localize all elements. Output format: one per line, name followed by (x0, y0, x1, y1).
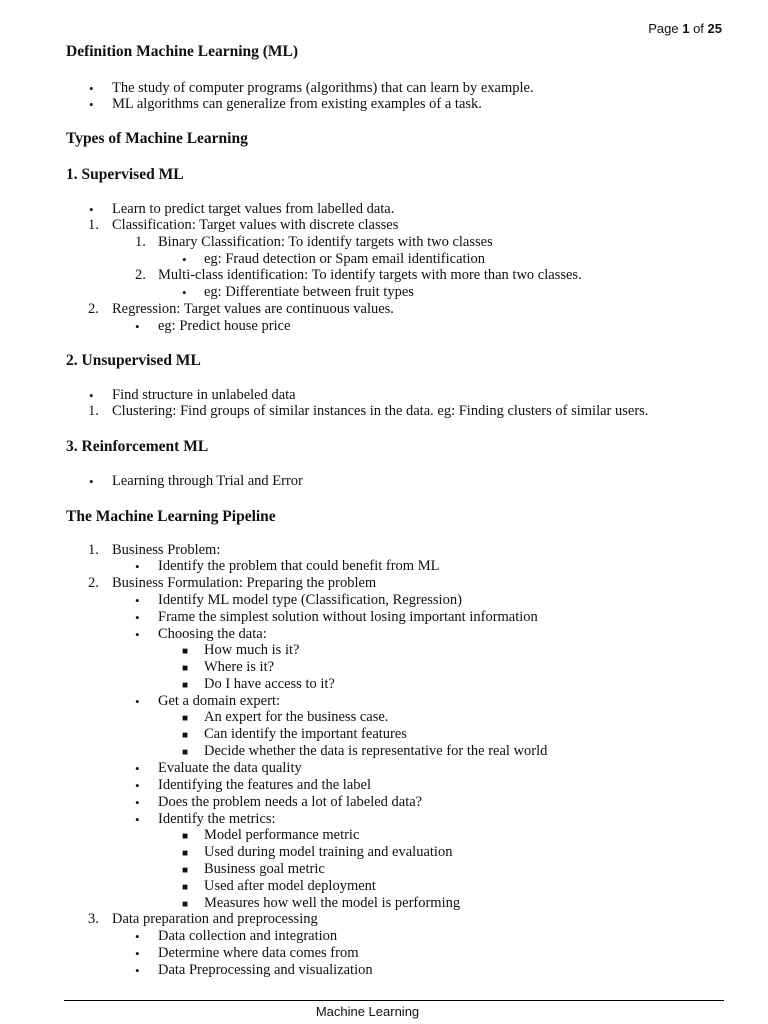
list-item: Used during model training and evaluation (204, 844, 453, 860)
bullet-marker: • (182, 285, 187, 300)
list-item: Identify ML model type (Classification, Regression) (158, 592, 462, 608)
bullet-marker: • (135, 812, 140, 827)
list-item: Learn to predict target values from labelled data. (112, 201, 395, 217)
bullet-marker: • (135, 319, 140, 334)
bullet-marker: • (135, 929, 140, 944)
list-item: Determine where data comes from (158, 945, 359, 961)
list-item: Used after model deployment (204, 878, 376, 894)
list-item: Choosing the data: (158, 626, 267, 642)
list-item: Data Preprocessing and visualization (158, 962, 373, 978)
square-bullet-marker: ■ (182, 848, 189, 859)
square-bullet-marker: ■ (182, 663, 189, 674)
bullet-marker: • (135, 963, 140, 978)
list-item: Does the problem needs a lot of labeled data? (158, 794, 423, 810)
square-bullet-marker: ■ (182, 865, 189, 876)
list-item: Multi-class identification: To identify targets with more than two classes. (158, 267, 582, 283)
list-item: Where is it? (204, 659, 275, 675)
number-marker: 1. (88, 403, 99, 419)
number-marker: 3. (88, 911, 99, 927)
list-item: Data preparation and preprocessing (112, 911, 318, 927)
list-item: Clustering: Find groups of similar instances in the data. eg: Finding clusters of similar users. (112, 403, 649, 419)
list-item: Identifying the features and the label (158, 777, 371, 793)
bullet-marker: • (135, 610, 140, 625)
list-item: Measures how well the model is performing (204, 895, 461, 911)
list-item: Binary Classification: To identify targets with two classes (158, 234, 493, 250)
bullet-marker: • (89, 81, 94, 96)
number-marker: 1. (88, 542, 99, 558)
bullet-marker: • (89, 474, 94, 489)
bullet-marker: • (135, 946, 140, 961)
square-bullet-marker: ■ (182, 713, 189, 724)
footer-divider (64, 1000, 724, 1001)
supervised-heading: 1. Supervised ML (66, 166, 184, 183)
list-item: Identify the metrics: (158, 811, 276, 827)
definition-heading: Definition Machine Learning (ML) (66, 43, 299, 60)
square-bullet-marker: ■ (182, 899, 189, 910)
bullet-marker: • (135, 593, 140, 608)
list-item: Evaluate the data quality (158, 760, 302, 776)
footer-title: Machine Learning (315, 1004, 420, 1019)
bullet-marker: • (89, 97, 94, 112)
list-item: ML algorithms can generalize from existing examples of a task. (112, 96, 482, 112)
bullet-marker: • (135, 559, 140, 574)
bullet-marker: • (89, 388, 94, 403)
list-item: An expert for the business case. (204, 709, 389, 725)
list-item: Classification: Target values with discrete classes (112, 217, 399, 233)
bullet-marker: • (182, 252, 187, 267)
bullet-marker: • (135, 627, 140, 642)
square-bullet-marker: ■ (182, 730, 189, 741)
square-bullet-marker: ■ (182, 680, 189, 691)
list-item: eg: Predict house price (158, 318, 291, 334)
list-item: Do I have access to it? (204, 676, 335, 692)
number-marker: 1. (135, 234, 146, 250)
list-item: Can identify the important features (204, 726, 407, 742)
bullet-marker: • (135, 795, 140, 810)
bullet-marker: • (135, 778, 140, 793)
list-item: How much is it? (204, 642, 300, 658)
list-item: eg: Differentiate between fruit types (204, 284, 414, 300)
list-item: Get a domain expert: (158, 693, 280, 709)
list-item: Frame the simplest solution without losing important information (158, 609, 538, 625)
list-item: Learning through Trial and Error (112, 473, 303, 489)
list-item: Regression: Target values are continuous values. (112, 301, 394, 317)
list-item: eg: Fraud detection or Spam email identification (204, 251, 486, 267)
number-marker: 2. (88, 301, 99, 317)
square-bullet-marker: ■ (182, 882, 189, 893)
list-item: Business goal metric (204, 861, 325, 877)
square-bullet-marker: ■ (182, 747, 189, 758)
bullet-marker: • (89, 202, 94, 217)
list-item: Decide whether the data is representative for the real world (204, 743, 548, 759)
page-number: Page 1 of 25 (648, 21, 722, 36)
number-marker: 2. (135, 267, 146, 283)
types-heading: Types of Machine Learning (66, 130, 248, 147)
square-bullet-marker: ■ (182, 831, 189, 842)
list-item: Business Formulation: Preparing the problem (112, 575, 377, 591)
unsupervised-heading: 2. Unsupervised ML (66, 352, 201, 369)
bullet-marker: • (135, 761, 140, 776)
list-item: Business Problem: (112, 542, 221, 558)
pipeline-heading: The Machine Learning Pipeline (66, 508, 276, 525)
square-bullet-marker: ■ (182, 646, 189, 657)
number-marker: 2. (88, 575, 99, 591)
reinforcement-heading: 3. Reinforcement ML (66, 438, 209, 455)
number-marker: 1. (88, 217, 99, 233)
list-item: Identify the problem that could benefit from ML (158, 558, 440, 574)
list-item: Data collection and integration (158, 928, 338, 944)
bullet-marker: • (135, 694, 140, 709)
list-item: Model performance metric (204, 827, 360, 843)
list-item: Find structure in unlabeled data (112, 387, 296, 403)
list-item: The study of computer programs (algorithms) that can learn by example. (112, 80, 534, 96)
